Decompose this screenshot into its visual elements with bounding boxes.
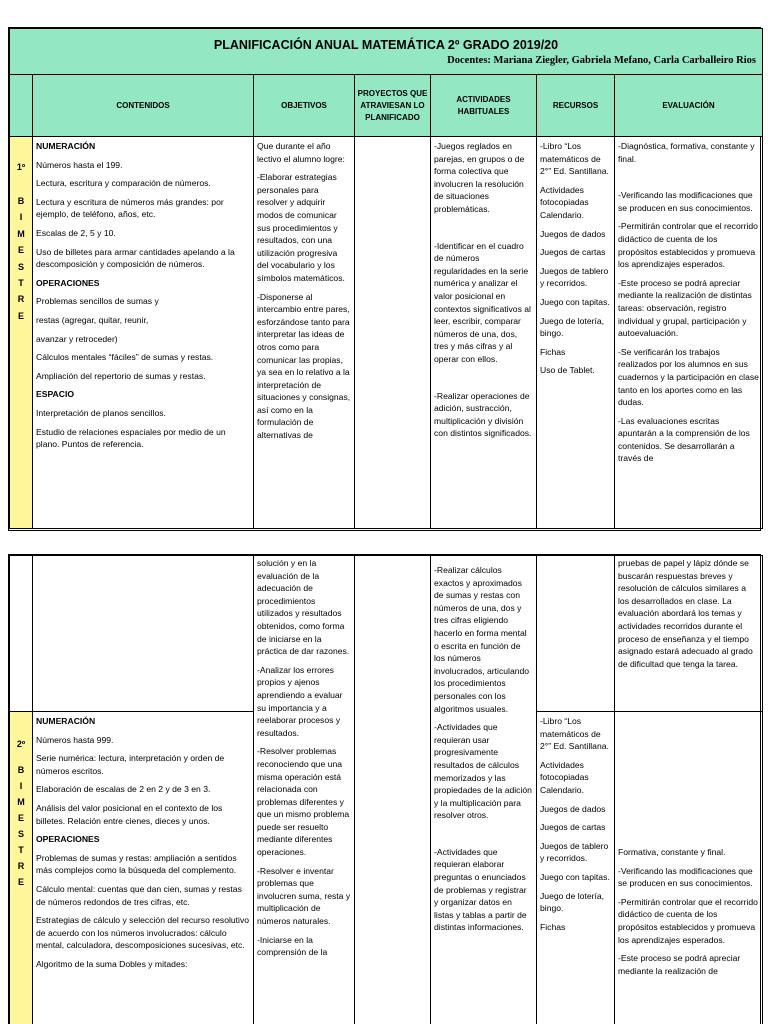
resource-item: -Libro “Los matemáticos de 2°” Ed. Santillana. — [540, 716, 609, 752]
continuation-contenidos — [33, 556, 254, 712]
content-item: Cálculos mentales “fáciles” de sumas y restas. — [36, 352, 214, 363]
content-item: Interpretación de planos sencillos. — [36, 407, 166, 418]
activity-item: -Realizar cálculos exactos y aproximados de sumas y restas con números de una, dos y tres cifras eligiendo hacerlo en forma mental o escrita en función de los números involucrados, articulando los procedimientos personales con los algoritmos usuales. — [434, 565, 530, 714]
objective-item: -Elaborar estrategias personales para resolver y adquirir modos de comunicar sus procedimientos y resultados, con una utilización progresiva del vocabulario y los símbolos matemáticos. — [257, 172, 345, 283]
bimestre-letter: E — [17, 310, 24, 321]
objective-item: Que durante el año lectivo el alumno logre: — [257, 141, 345, 164]
bimestre-letter: M — [17, 797, 25, 807]
bimestre-1-label — [10, 137, 33, 529]
content-item: Cálculo mental: cuentas que dan cien, sumas y restas de números redondos de tres cifras, etc. — [36, 883, 242, 907]
bimestre-letter: E — [17, 813, 24, 823]
resource-item: Fichas — [540, 921, 566, 932]
objective-item: -Resolver e inventar problemas que involucren suma, resta y multiplicación de números naturales. — [257, 865, 351, 927]
content-item: Lectura y escritura de números más grandes: por ejemplo, de teléfono, años, etc. — [36, 196, 224, 220]
resource-item: Actividades fotocopiadas Calendario. — [540, 759, 589, 795]
resource-item: Uso de Tablet. — [540, 365, 595, 376]
content-item: Escalas de 2, 5 y 10. — [36, 227, 116, 238]
bimestre-letter: S — [17, 261, 24, 272]
evaluation-item: -Este proceso se podrá apreciar mediante la realización de — [618, 953, 741, 976]
bimestre-2-evaluacion — [615, 712, 763, 1024]
resource-item: Juegos de cartas — [540, 247, 606, 258]
content-item: Análisis del valor posicional en el contexto de los billetes. Relación entre cienes, dieces y unos. — [36, 802, 223, 826]
resource-item: -Libro “Los matemáticos de 2°” Ed. Santillana. — [540, 141, 609, 177]
bimestre-2-number: 2º — [16, 739, 26, 749]
content-item: Elaboración de escalas de 2 en 2 y de 3 en 3. — [36, 784, 211, 795]
page-2 — [8, 554, 761, 1024]
bimestre-1-actividades — [431, 137, 537, 529]
resource-item: Juegos de tablero y recorridos. — [540, 265, 609, 289]
resource-item: Juego de lotería, bingo. — [540, 890, 605, 914]
activity-item: -Identificar en el cuadro de números regularidades en la serie numérica y analizar el valor posicional en contextos significativos al leer, escribir, comparar números de una, dos, tres y más cifras y al operar con ellos. — [434, 240, 531, 364]
planning-table-2 — [9, 555, 763, 1024]
section-heading: NUMERACIÓN — [36, 141, 96, 151]
document-header — [10, 29, 763, 75]
bimestre-1-objetivos — [254, 137, 355, 529]
bimestre-letter: R — [17, 294, 25, 305]
bimestre-letter: S — [17, 829, 24, 839]
bimestre-1-recursos — [537, 137, 615, 529]
header-recursos: RECURSOS — [537, 75, 615, 137]
content-item: restas (agregar, quitar, reunir, — [36, 314, 149, 325]
bimestre-letter: B — [17, 765, 25, 775]
evaluation-item: -Las evaluaciones escritas apuntarán a la comprensión de los contenidos. Se desarrollarán a través de — [618, 415, 750, 464]
content-item: Estudio de relaciones espaciales por medio de un plano. Puntos de referencia. — [36, 426, 226, 450]
resource-item: Juegos de dados — [540, 803, 606, 814]
bimestre-letter: I — [19, 212, 23, 223]
objective-item: -Iniciarse en la comprensión de la — [257, 934, 328, 958]
content-item: avanzar y retroceder) — [36, 333, 118, 344]
header-contenidos: CONTENIDOS — [33, 75, 254, 137]
evaluation-item: -Permitirán controlar que el recorrido didáctico de cuenta de los propósitos establecidos y promueva los aprendizajes esperados. — [618, 221, 758, 270]
section-heading: OPERACIONES — [36, 277, 100, 288]
teachers-line: Docentes: Mariana Ziegler, Gabriela Mefano, Carla Carballeiro Rios — [447, 55, 756, 66]
bimestre-2-recursos — [537, 712, 615, 1024]
bimestre-2-label — [10, 712, 33, 1024]
bimestre-1-number: 1º — [16, 162, 26, 172]
evaluation-item: -Diagnóstica, formativa, constante y final. — [618, 141, 755, 164]
content-item: Problemas sencillos de sumas y — [36, 296, 159, 307]
objective-item: -Resolver problemas reconociendo que una misma operación está relacionada con problemas diferentes y que un mismo problema puede ser resuelto mediante diferentes operaciones. — [257, 746, 350, 858]
resource-item: Juegos de cartas — [540, 822, 606, 833]
bimestre-1-proyectos — [355, 137, 431, 529]
bimestre-1-contenidos — [33, 137, 254, 529]
resource-item: Juegos de dados — [540, 228, 606, 239]
resource-item: Juego de lotería, bingo. — [540, 315, 605, 339]
section-heading: NUMERACIÓN — [36, 716, 96, 726]
page-1 — [8, 27, 761, 531]
objective-item: -Disponerse al intercambio entre pares, esforzándose tanto para interpretar las ideas de otros como para comunicar las propias, ya sea en lo relativo a la interpretación de situaciones y consignas, así como en la formulación de alternativas de — [257, 291, 351, 441]
activity-item: -Actividades que requieran elaborar preguntas o enunciados de problemas y registrar y organizar datos en listas y tablas a partir de distintas informaciones. — [434, 846, 527, 933]
content-item: Problemas de sumas y restas: ampliación a sentidos más complejos como la búsqueda del complemento. — [36, 852, 237, 876]
document-title: PLANIFICACIÓN ANUAL MATEMÁTICA 2º GRADO 2019/20 — [213, 38, 559, 52]
activity-item: -Juegos reglados en parejas, en grupos o de forma colectiva que involucren la resolución de situaciones problemáticas. — [434, 141, 525, 214]
content-item: Serie numérica: lectura, interpretación y orden de números escritos. — [36, 753, 225, 776]
continuation-evaluacion — [615, 556, 763, 712]
bimestre-letter: I — [19, 781, 23, 791]
content-item: Estrategias de cálculo y selección del recurso resolutivo de acuerdo con los números involucrados: cálculo mental, calculadora, descomposiciones sucesivas, etc. — [36, 915, 250, 951]
evaluation-item: -Verificando las modificaciones que se producen en sus conocimientos. — [618, 865, 753, 889]
bimestre-letter: T — [18, 278, 24, 289]
bimestre-letter: R — [17, 861, 25, 871]
bimestre-letter: M — [17, 228, 25, 239]
activity-item: -Realizar operaciones de adición, sustracción, multiplicación y división con distintos significados. — [434, 390, 532, 439]
bimestre-letter: E — [17, 877, 24, 887]
header-objetivos: OBJETIVOS — [254, 75, 355, 137]
bimestre-2-contenidos — [33, 712, 254, 1024]
content-item: Números hasta 999. — [36, 734, 114, 745]
evaluation-item: -Permitirán controlar que el recorrido didáctico de cuenta de los propósitos establecidos y promueva los aprendizajes esperados. — [618, 896, 758, 945]
header-evaluacion: EVALUACIÓN — [615, 75, 763, 137]
resource-item: Juego con tapitas. — [540, 296, 610, 307]
bimestre-letter: B — [17, 196, 25, 206]
bimestre-letter: T — [18, 845, 24, 855]
header-proyectos: PROYECTOS QUE ATRAVIESAN LO PLANIFICADO — [355, 75, 431, 137]
continuation-recursos — [537, 556, 615, 712]
evaluation-item: -Se verificarán los trabajos realizados por los alumnos en sus cuadernos y la participación en clase tanto en los aportes como en las dudas. — [618, 346, 759, 408]
resource-item: Actividades fotocopiadas Calendario. — [540, 184, 589, 220]
evaluation-item: -Este proceso se podrá apreciar mediante la realización de distintas tareas: observación, registro individual y grupal, participación y autoevaluación. — [618, 277, 752, 339]
section-heading: ESPACIO — [36, 389, 75, 400]
content-item: Algoritmo de la suma Dobles y mitades: — [36, 958, 188, 969]
resource-item: Juego con tapitas. — [540, 871, 610, 882]
section-heading: OPERACIONES — [36, 834, 100, 845]
continuation-label — [10, 556, 33, 712]
header-actividades: ACTIVIDADES HABITUALES — [431, 75, 537, 137]
activity-item: -Actividades que requieran usar progresivamente resultados de cálculos memorizados y las propiedades de la adición y la multiplicación para resolver otros. — [434, 722, 532, 821]
bimestre-letter: E — [17, 245, 24, 256]
content-item: Números hasta el 199. — [36, 159, 123, 170]
header-corner — [10, 75, 33, 137]
continuation-proyectos — [355, 556, 431, 1024]
content-item: Lectura, escritura y comparación de números. — [36, 178, 211, 189]
objective-item: -Analizar los errores propios y ajenos aprendiendo a evaluar su importancia y a reelaborar procesos y resultados. — [257, 664, 343, 738]
continuation-actividades — [431, 556, 537, 1024]
planning-table-1 — [9, 28, 763, 529]
resource-item: Juegos de tablero y recorridos. — [540, 840, 609, 864]
resource-item: Fichas — [540, 346, 566, 357]
objective-item: solución y en la evaluación de la adecuación de procedimientos utilizados y resultados obtenidos, como forma de iniciarse en la práctica de dar razones. — [257, 558, 350, 657]
evaluation-item: -Verificando las modificaciones que se producen en sus conocimientos. — [618, 190, 753, 213]
evaluation-item: Formativa, constante y final. — [618, 847, 726, 857]
evaluation-item: pruebas de papel y lápiz dónde se buscarán respuestas breves y resolución de cálculos similares a los desarrollados en clase. La evaluación abordará los temas y actividades recorridos durante el proceso de enseñanza y el tiempo asignado estará adecuado al grado de dificultad que tenga la tarea. — [618, 558, 753, 669]
bimestre-1-evaluacion — [615, 137, 763, 529]
content-item: Uso de billetes para armar cantidades apelando a la descomposición y composición de números. — [36, 246, 235, 270]
content-item: Ampliación del repertorio de sumas y restas. — [36, 370, 206, 381]
continuation-objetivos — [254, 556, 355, 1024]
